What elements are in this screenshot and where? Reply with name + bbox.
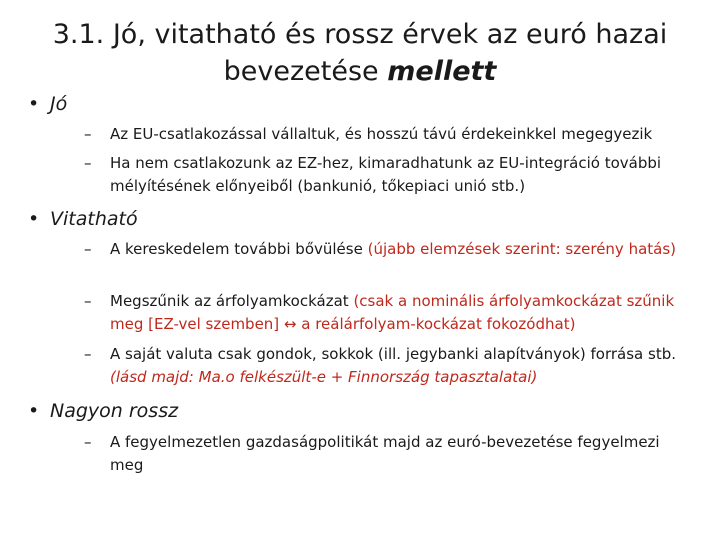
bullet-nagyon-rossz	[28, 399, 178, 423]
dash-icon: –	[84, 240, 92, 258]
item-nagyon-rossz-1	[84, 431, 684, 477]
item-text: Megszűnik az árfolyamkockázat	[110, 292, 349, 310]
dash-icon: –	[84, 154, 92, 172]
dash-icon: –	[84, 125, 92, 143]
item-vitathato-2	[84, 290, 684, 336]
bullet-vitathato	[28, 207, 138, 231]
dash-icon: –	[84, 292, 92, 310]
bullet-jo	[28, 92, 67, 116]
title-main: 3.1. Jó, vitatható és rossz érvek az euró hazai bevezetése	[52, 19, 668, 87]
item-note: (lásd majd: Ma.o felkészült-e + Finnország tapasztalatai)	[110, 368, 538, 386]
bullet-icon: •	[28, 400, 40, 422]
item-jo-1	[84, 123, 684, 146]
dash-icon: –	[84, 433, 92, 451]
heading-nagyon-rossz: Nagyon rossz	[50, 400, 179, 422]
item-text: Az EU-csatlakozással vállaltuk, és hosszú távú érdekeinkkel megegyezik	[110, 125, 653, 143]
dash-icon: –	[84, 345, 92, 363]
bullet-icon: •	[28, 93, 40, 115]
heading-jo: Jó	[50, 93, 68, 115]
item-note: (csak a nominális árfolyamkockázat szűnik meg [EZ-vel szemben] ↔ a reálárfolyam-kockázat fokozódhat)	[110, 292, 675, 333]
item-text: A saját valuta csak gondok, sokkok (ill. jegybanki alapítványok) forrása stb.	[110, 345, 676, 363]
item-vitathato-3	[84, 343, 684, 389]
item-vitathato-1	[84, 238, 684, 261]
heading-vitathato: Vitatható	[50, 208, 138, 230]
bullet-icon: •	[28, 208, 40, 230]
item-jo-2	[84, 152, 684, 198]
title-emphasis: mellett	[387, 56, 497, 87]
item-text: Ha nem csatlakozunk az EZ-hez, kimaradhatunk az EU-integráció további mélyítésének előnyeiből (bankunió, tőkepiaci unió stb.)	[110, 154, 662, 195]
item-note: (újabb elemzések szerint: szerény hatás)	[367, 240, 677, 258]
item-text: A fegyelmezetlen gazdaságpolitikát majd az euró-bevezetése fegyelmezi meg	[110, 433, 660, 474]
item-text: A kereskedelem további bővülése	[110, 240, 363, 258]
